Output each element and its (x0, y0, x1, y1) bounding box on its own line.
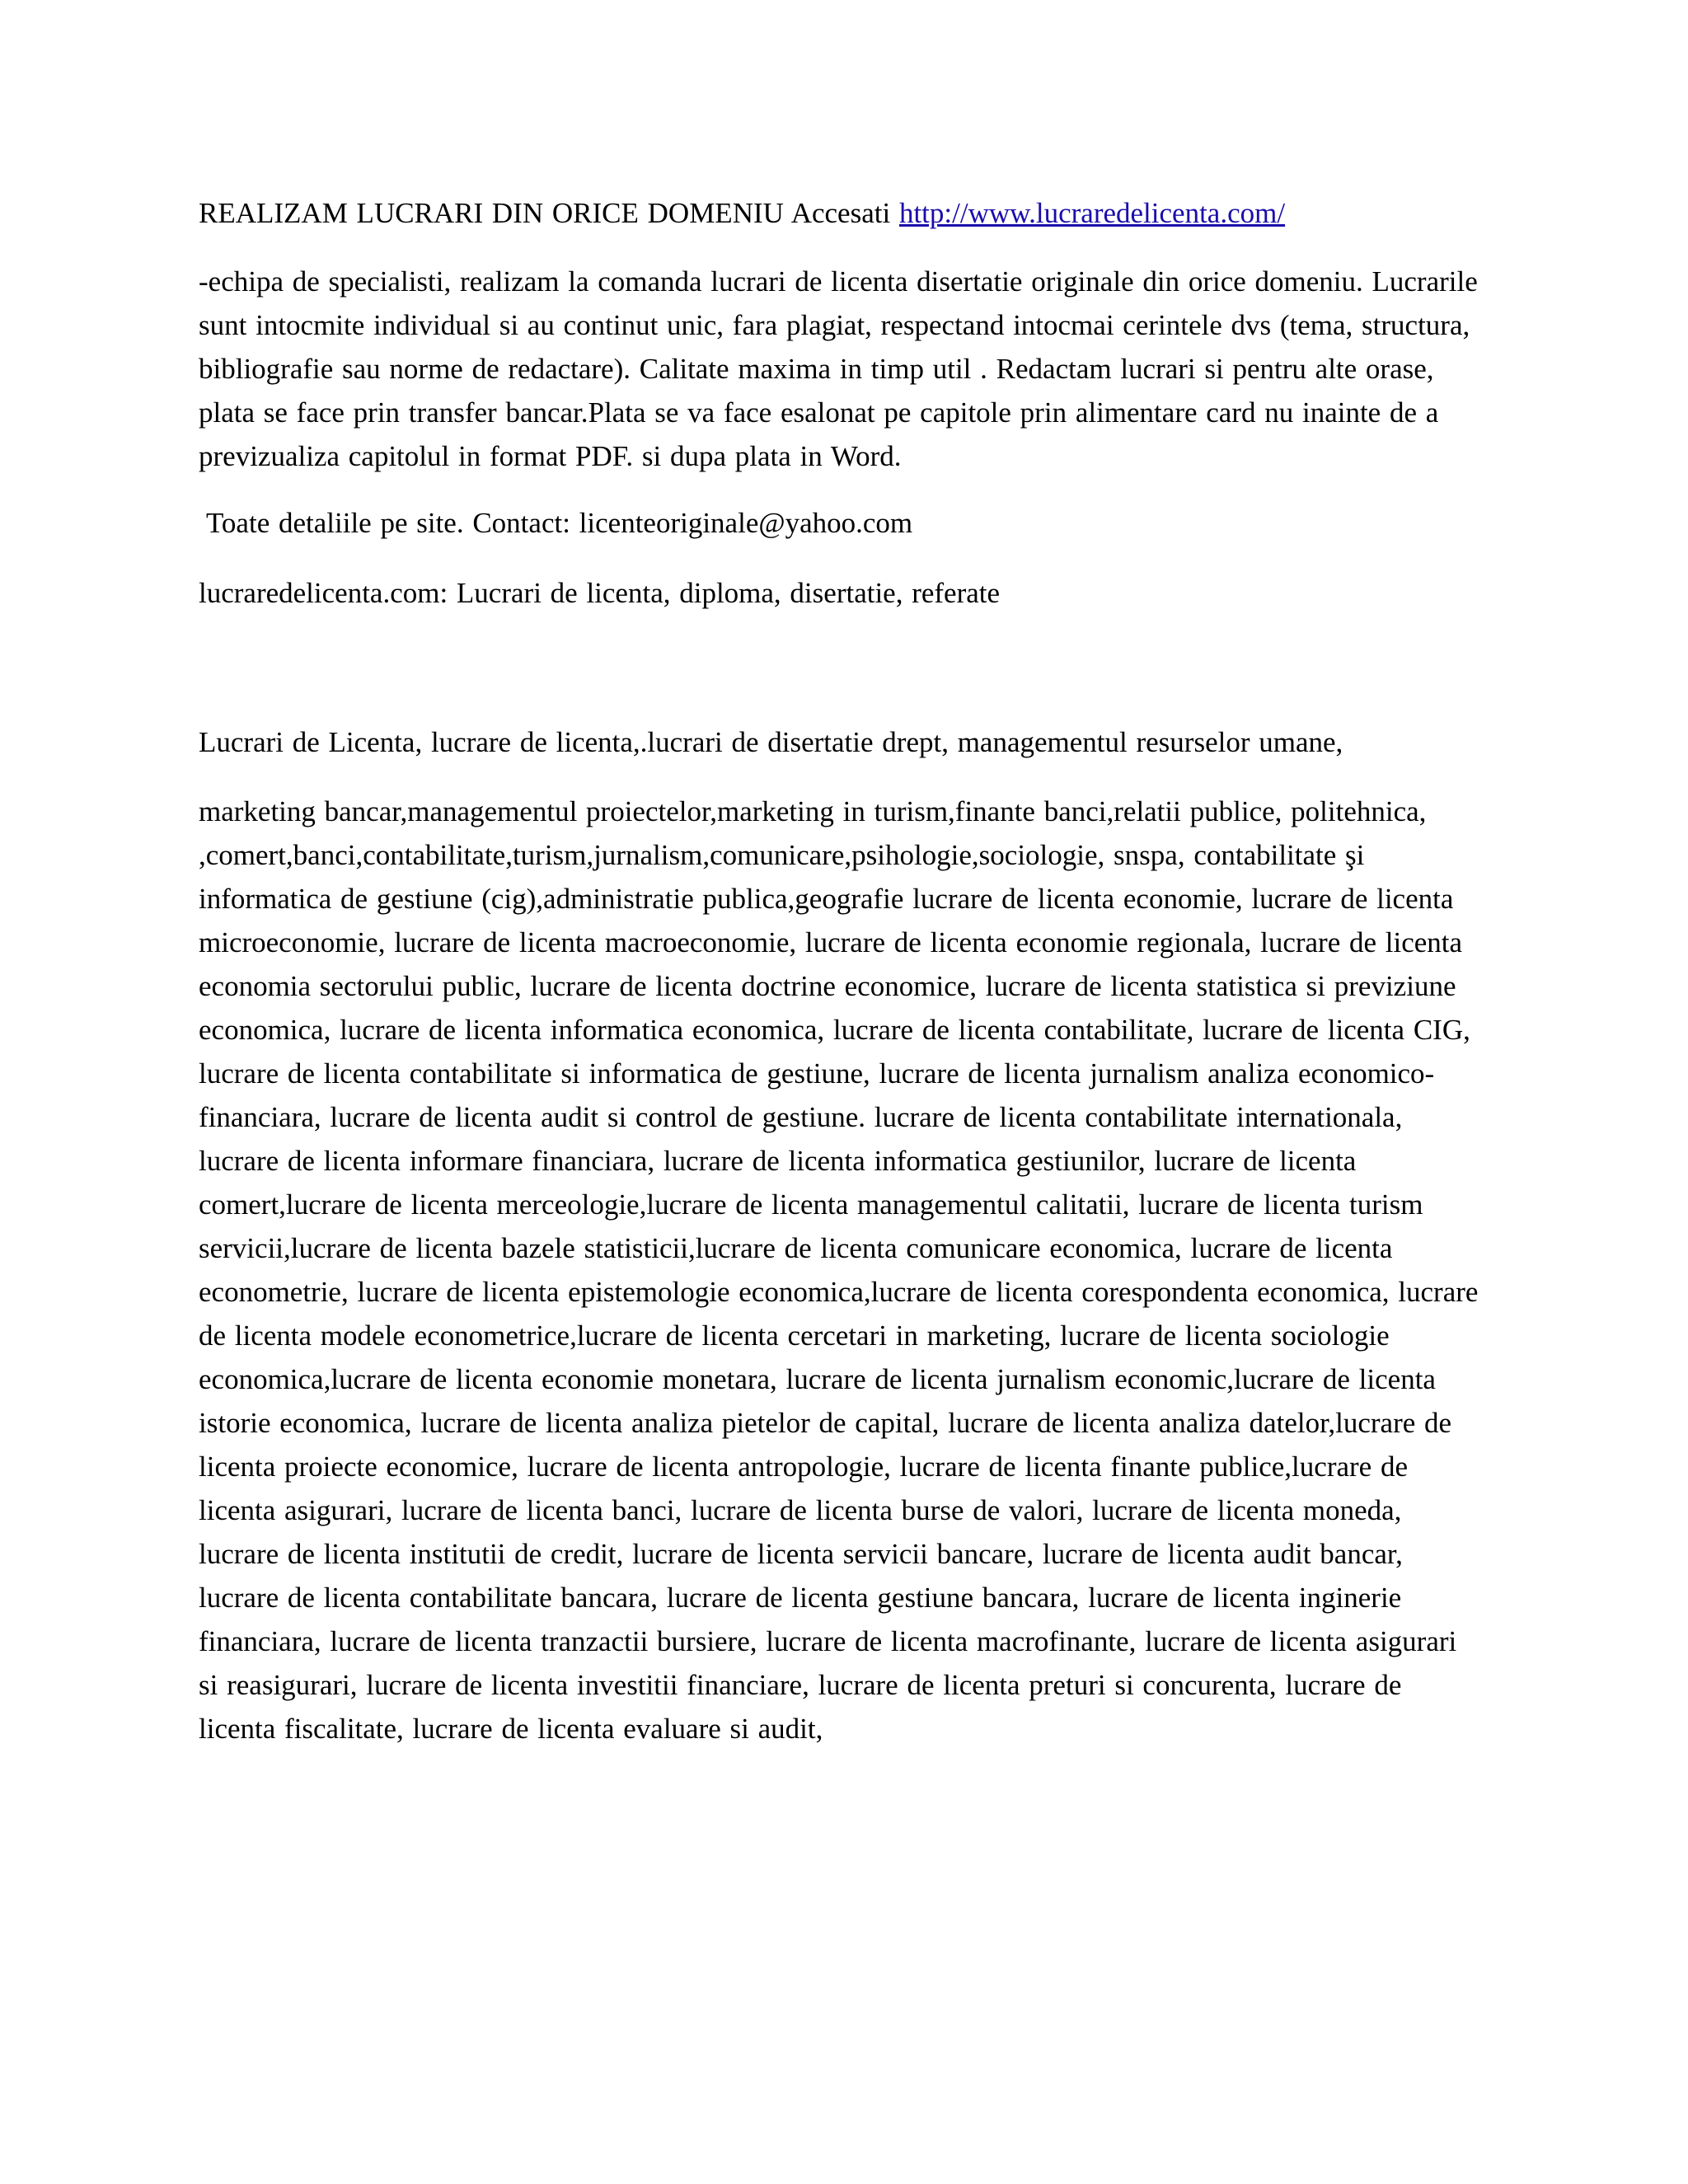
website-link[interactable]: http://www.lucraredelicenta.com/ (898, 197, 1286, 229)
heading-text: REALIZAM LUCRARI DIN ORICE DOMENIU Accesati (199, 197, 899, 229)
site-summary-paragraph: lucraredelicenta.com: Lucrari de licenta, diploma, disertatie, referate (199, 577, 1001, 609)
list-body-paragraph: marketing bancar,managementul proiectelor,marketing in turism,finante banci,relatii publice, politehnica, ,comert,banci,contabilitate,turism,jurnalism,comunicare,psihologie,sociologie, snspa, contabilitate şi informatica de gestiune (cig),administratie publica,geografie lucrare de licenta economie, lucrare de licenta microeconomie, lucrare de licenta macroeconomie, lucrare de licenta economie regionala, lucrare de licenta economia sectorului public, lucrare de licenta doctrine economice, lucrare de licenta statistica si previziune economica, lucrare de licenta informatica economica, lucrare de licenta contabilitate, lucrare de licenta CIG, lucrare de licenta contabilitate si informatica de gestiune, lucrare de licenta jurnalism analiza economico-financiara, lucrare de licenta audit si control de gestiune. lucrare de licenta contabilitate internationala, lucrare de licenta informare financiara, lucrare de licenta informatica gestiunilor, lucrare de licenta comert,lucrare de licenta merceologie,lucrare de licenta managementul calitatii, lucrare de licenta turism servicii,lucrare de licenta bazele statisticii,lucrare de licenta comunicare economica, lucrare de licenta econometrie, lucrare de licenta epistemologie economica,lucrare de licenta corespondenta economica, lucrare de licenta modele econometrice,lucrare de licenta cercetari in marketing, lucrare de licenta sociologie economica,lucrare de licenta economie monetara, lucrare de licenta jurnalism economic,lucrare de licenta istorie economica, lucrare de licenta analiza pietelor de capital, lucrare de licenta analiza datelor,lucrare de licenta proiecte economice, lucrare de licenta antropologie, lucrare de licenta finante publice,lucrare de licenta asigurari, lucrare de licenta banci, lucrare de licenta burse de valori, lucrare de licenta moneda, lucrare de licenta institutii de credit, lucrare de licenta servicii bancare, lucrare de licenta audit bancar, lucrare de licenta contabilitate bancara, lucrare de licenta gestiune bancara, lucrare de licenta inginerie financiara, lucrare de licenta tranzactii bursiere, lucrare de licenta macrofinante, lucrare de licenta asigurari si reasigurari, lucrare de licenta investitii financiare, lucrare de licenta preturi si concurenta, lucrare de licenta fiscalitate, lucrare de licenta evaluare si audit, (199, 795, 1479, 1745)
document-content (199, 191, 1484, 1750)
intro-paragraph: -echipa de specialisti, realizam la comanda lucrari de licenta disertatie originale din orice domeniu. Lucrarile sunt intocmite individual si au continut unic, fara plagiat, respectand intocmai cerintele dvs (tema, structura, bibliografie sau norme de redactare). Calitate maxima in timp util . Redactam lucrari si pentru alte orase, plata se face prin transfer bancar.Plata se va face esalonat pe capitole prin alimentare card nu inainte de a previzualiza capitolul in format PDF. si dupa plata in Word. (199, 265, 1478, 472)
contact-paragraph: Toate detaliile pe site. Contact: licenteoriginale@yahoo.com (206, 507, 913, 539)
list-intro-paragraph: Lucrari de Licenta, lucrare de licenta,.lucrari de disertatie drept, managementul resurselor umane, (199, 726, 1343, 758)
document-heading (199, 191, 1484, 235)
